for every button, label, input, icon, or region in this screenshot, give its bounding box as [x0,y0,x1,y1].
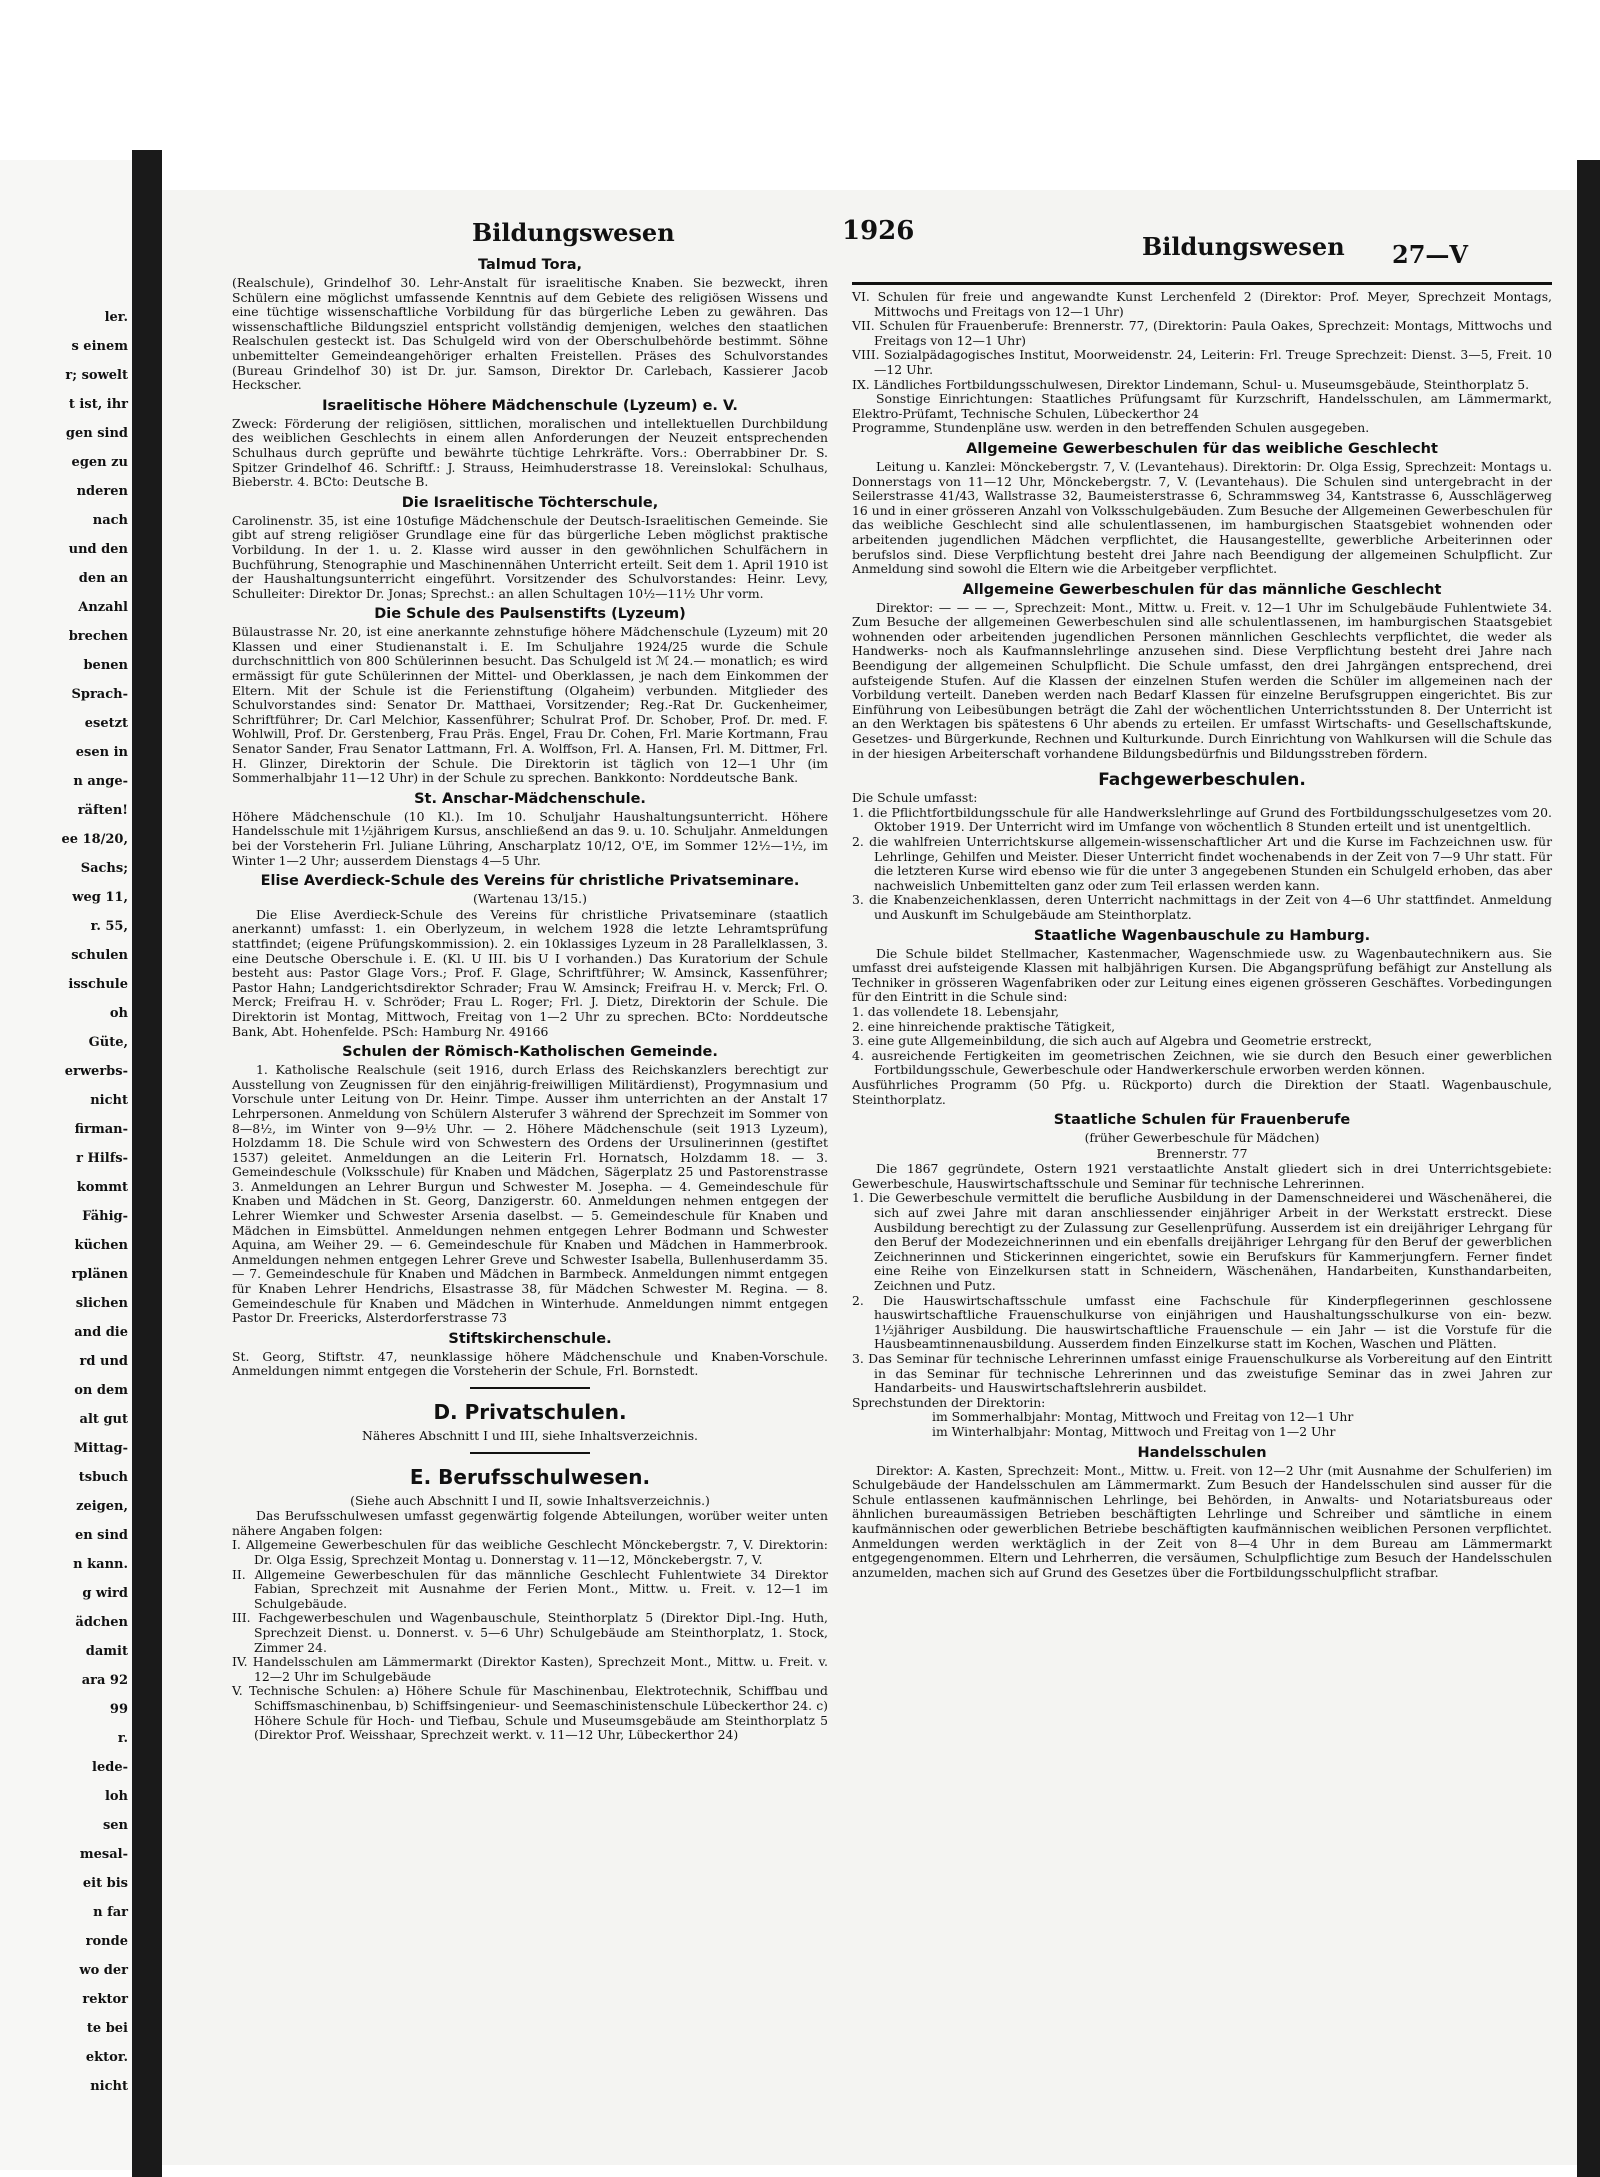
margin-fragment: damit [85,1644,128,1659]
list-item: II. Allgemeine Gewerbeschulen für das männliche Geschlecht Fuhlentwiete 34 Direktor Fabian, Sprechzeit mit Ausnahme der Ferien Mont., Mittw. u. Freit. v. 12—1 im Schulgebäude. [232,1566,828,1611]
chapter-heading: E. Berufsschulwesen. [409,1464,651,1489]
paragraph: Die Schule umfasst: [852,790,978,806]
margin-fragment: te bei [86,2021,128,2036]
section-heading: Stiftskirchenschule. [448,1330,612,1347]
section-heading: St. Anschar-Mädchenschule. [414,790,646,807]
margin-fragment: weg 11, [72,890,128,905]
margin-fragment: isschule [68,977,128,992]
margin-fragment: ara 92 [81,1673,128,1688]
subheading: Näheres Abschnitt I und III, siehe Inhaltsverzeichnis. [361,1428,698,1443]
paragraph: Programme, Stundenpläne usw. werden in den betreffenden Schulen ausgegeben. [852,420,1370,436]
section-heading: Schulen der Römisch-Katholischen Gemeinde. [342,1044,718,1061]
list-item: 2. die wahlfreien Unterrichtskurse allgemein-wissenschaftlicher Art und die Kurse im Fachzeichnen usw. für Lehrlinge, Gehilfen und Meister. Dieser Unterricht findet wochenabends in der Zeit von 7—9 Uhr statt. Für die letzteren Kurse wird ebenso wie für die unter 3 angegebenen Stunden ein Schulgeld erhoben, das aber nachweislich Unbemittelten ganz oder zum Teil erlassen werden kann. [852,834,1552,893]
paragraph: Zweck: Förderung der religiösen, sittlichen, moralischen und intellektuellen Durchbildung des weiblichen Geschlechts in einem allen Anforderungen der Neuzeit entsprechenden Schulhaus durch geprüfte und bewährte tüchtige Lehrkräfte. Vors.: Oberrabbiner Dr. S. Spitzer Grindelhof 46. Schriftf.: J. Strauss, Heimhuderstrasse 18. Vereinslokal: Schulhaus, Bieberstr. 4. BCto: Deutsche B. [232,415,828,490]
page-gutter [132,150,162,2177]
margin-fragment: mesal- [79,1847,128,1862]
section-heading: Handelsschulen [1137,1444,1267,1461]
margin-fragment: ektor. [85,2050,128,2065]
paragraph: im Winterhalbjahr: Montag, Mittwoch und Freitag von 1—2 Uhr [932,1423,1336,1439]
section-heading: Talmud Tora, [477,257,582,273]
margin-fragment: rplänen [71,1267,128,1282]
margin-fragment: n ange- [73,774,128,789]
paragraph: Direktor: A. Kasten, Sprechzeit: Mont., Mittw. u. Freit. von 12—2 Uhr (mit Ausnahme der Schulferien) im Schulgebäude der Handelsschulen am Lämmermarkt. Zum Besuch der Handelsschulen sind ausser für die Schule entlassenen kaufmännischen Lehrlinge, bei Behörden, in Anwalts- und Notariatsbureaus oder ähnlichen bureaumässigen Betrieben beschäftigten Lehrlinge und Schreiber und sämtliche in einem kaufmännischen oder gewerblichen Betriebe beschäftigten kaufmännischen weiblichen Personen verpflichtet. Anmeldungen werden werktäglich in der Zeit von 8—4 Uhr in dem Bureau am Lämmermarkt entgegengenommen. Eltern und Lehrherren, die versäumen, Schulpflichtige zum Besuch der Handelsschulen anzumelden, machen sich auf Grund des Gesetzes über die Fortbildungsschulpflicht strafbar. [852,1462,1552,1580]
paragraph: Sprechstunden der Direktorin: [852,1394,1046,1410]
margin-fragment: Sprach- [71,687,128,702]
margin-fragment: r Hilfs- [76,1151,128,1166]
paragraph: St. Georg, Stiftstr. 47, neunklassige höhere Mädchenschule und Knaben-Vorschule. Anmeldungen nimmt entgegen die Vorsteherin der Schule, Frl. Bornstedt. [232,1348,828,1379]
list-item: 3. Das Seminar für technische Lehrerinnen umfasst einige Frauenschulkurse als Vorbereitung auf den Eintritt in das Seminar für technische Lehrerinnen und das zweistufige Seminar das in zwei Jahren zur Handarbeits- und Hauswirtschaftslehrerin ausbildet. [852,1351,1552,1396]
right-column [852,290,1552,1580]
section-heading: Israelitische Höhere Mädchenschule (Lyzeum) e. V. [322,397,738,414]
paragraph: Die Schule bildet Stellmacher, Kastenmacher, Wagenschmiede usw. zu Wagenbautechnikern aus. Sie umfasst drei aufsteigende Klassen mit halbjährigen Kursen. Die Abgangsprüfung befähigt zur Anstellung als Techniker in grösseren Wagenfabriken oder zur Leitung eines eigenen grösseren Geschäftes. Vorbedingungen für den Eintritt in die Schule sind: [852,945,1552,1005]
paragraph: Sonstige Einrichtungen: Staatliches Prüfungsamt für Kurzschrift, Handelsschulen, am Lämmermarkt, Elektro-Prüfamt, Technische Schulen, Lübeckerthor 24 [852,391,1552,421]
header-right-title: Bildungswesen [1142,232,1345,261]
margin-fragment: brechen [68,629,128,644]
margin-fragment: ädchen [75,1615,128,1630]
list-item: 4. ausreichende Fertigkeiten im geometrischen Zeichnen, wie sie durch den Besuch einer gewerblichen Fortbildungsschule, Gewerbeschule oder Handwerkerschule erworben werden können. [852,1047,1552,1078]
margin-fragment: sen [102,1818,128,1833]
list-item: IX. Ländliches Fortbildungsschulwesen, Direktor Lindemann, Schul- u. Museumsgebäude, Steinthorplatz 5. [852,376,1530,392]
margin-fragment: erwerbs- [64,1064,128,1079]
list-item: I. Allgemeine Gewerbeschulen für das weibliche Geschlecht Mönckebergstr. 7, V. Direktorin: Dr. Olga Essig, Sprechzeit Montag u. Donnerstag v. 11—12, Mönckebergstr. 7, V. [232,1537,828,1567]
section-heading: Staatliche Schulen für Frauenberufe [1053,1112,1351,1129]
section-heading: Die Israelitische Töchterschule, [401,494,659,511]
paragraph: Die 1867 gegründete, Ostern 1921 verstaatlichte Anstalt gliedert sich in drei Unterrichtsgebiete: Gewerbeschule, Hauswirtschaftsschule und Seminar für technische Lehrerinnen. [852,1161,1552,1191]
margin-fragment: n far [93,1905,128,1920]
margin-fragment: und den [68,542,128,557]
margin-fragment: r. 55, [90,919,128,934]
margin-fragment: räften! [77,803,128,818]
section-heading: Allgemeine Gewerbeschulen für das männliche Geschlecht [962,581,1442,598]
paragraph: Höhere Mädchenschule (10 Kl.). Im 10. Schuljahr Haushaltungsunterricht. Höhere Handelsschule mit 1½jährigem Kursus, anschließend an das 9. u. 10. Schuljahr. Anmeldungen bei der Vorsteherin Frl. Juliane Lühring, Anscharplatz 10/12, O'E, im Sommer 12½—1½, im Winter 1—2 Uhr; ausserdem Dienstags 4—5 Uhr. [232,808,828,868]
margin-fragment: on dem [74,1383,128,1398]
margin-fragment: esen in [75,745,128,760]
divider [470,1452,590,1454]
list-item: 3. eine gute Allgemeinbildung, die sich auch auf Algebra und Geometrie erstreckt, [852,1033,1372,1049]
margin-fragment: Sachs; [80,861,128,876]
paragraph: Das Berufsschulwesen umfasst gegenwärtig folgende Abteilungen, worüber weiter unten nähere Angaben folgen: [232,1508,828,1538]
list-item: IV. Handelsschulen am Lämmermarkt (Direktor Kasten), Sprechzeit Mont., Mittw. u. Freit. v. 12—2 Uhr im Schulgebäude [232,1654,828,1684]
margin-fragment: firman- [74,1122,128,1137]
paragraph: Die Elise Averdieck-Schule des Vereins für christliche Privatseminare (staatlich anerkannt) umfasst: 1. ein Oberlyzeum, in welchem 1928 die letzte Lehramtsprüfung stattfindet; (eigene Prüfungskommission). 2. ein 10klassiges Lyzeum in 28 Parallelklassen, 3. eine Deutsche Oberschule i. E. (Kl. U III. bis U I vorhanden.) Das Kuratorium der Schule besteht aus: Pastor Glage Vors.; Prof. F. Glage, Schriftführer; W. Amsinck, Kassenführer; Pastor Hahn; Landgerichtsdirektor Schrader; Frau W. Amsinck; Freifrau H. v. Merck; Frl. O. Merck; Freifrau H. v. Schröder; Frau L. Roger; Frl. J. Dietz, Direktorin der Schule. Die Direktorin ist Montag, Mittwoch, Freitag von 1—2 Uhr zu sprechen. BCto: Norddeutsche Bank, Abt. Hohenfelde. PSch: Hamburg Nr. 49166 [232,906,828,1039]
paragraph: Direktor: — — — —, Sprechzeit: Mont., Mittw. u. Freit. v. 12—1 Uhr im Schulgebäude Fuhlentwiete 34. Zum Besuche der allgemeinen Gewerbeschulen sind alle schulentlassenen, im hamburgischen Staatsgebiet wohnenden oder arbeitenden jugendlichen Personen männlichen Geschlechts verpflichtet, die weder als Handwerks- noch als Kaufmannslehrlinge anzusehen sind. Diese Verpflichtung besteht drei Jahre nach Beendigung der allgemeinen Schulpflicht. Die Schule umfasst, den drei Jahrgängen entsprechend, drei aufsteigende Stufen. Auf die Klassen der einzelnen Stufen werden die Schüler im allgemeinen nach der Vorbildung verteilt. Daneben werden nach Bedarf Klassen für einzelne Berufsgruppen eingerichtet. Bis zur Einführung von Leibesübungen beträgt die Zahl der wöchentlichen Unterrichtsstunden 8. Der Unterricht ist an den Werktagen bis spätestens 6 Uhr abends zu erteilen. Er umfasst Wirtschafts- und Gesellschaftskunde, Gesetzes- und Bürgerkunde, Rechnen und Kulturkunde. Durch Einrichtung von Wahlkursen will die Schule das in der hiesigen Arbeiterschaft vorhandene Bildungsbedürfnis und Bildungsstreben fördern. [852,599,1552,761]
margin-fragment: benen [83,658,128,673]
subheading: (früher Gewerbeschule für Mädchen) [1084,1130,1320,1146]
margin-fragment: eit bis [82,1876,128,1891]
divider [470,1387,590,1389]
margin-fragment: ronde [85,1934,128,1949]
section-heading: Elise Averdieck-Schule des Vereins für christliche Privatseminare. [260,873,800,890]
margin-fragment: kommt [76,1180,128,1195]
list-item: 1. die Pflichtfortbildungsschule für alle Handwerkslehrlinge auf Grund des Fortbildungsschulgesetzes vom 20. Oktober 1919. Der Unterricht wird im Umfange von wöchentlich 8 Stunden erteilt und ist unentgeltlich. [852,804,1552,835]
margin-fragment: nderen [76,484,128,499]
header-year: 1926 [842,216,915,246]
margin-fragment: oh [109,1006,128,1021]
margin-fragment: ee 18/20, [61,832,128,847]
list-item: V. Technische Schulen: a) Höhere Schule für Maschinenbau, Elektrotechnik, Schiffbau und Schiffsmaschinenbau, b) Schiffsingenieur- und Seemaschinistenschule Lübeckerthor 24. c) Höhere Schule für Hoch- und Tiefbau, Schule und Museumsgebäude am Steinthorplatz 5 (Direktor Prof. Weisshaar, Sprechzeit werkt. v. 11—12 Uhr, Lübeckerthor 24) [232,1683,828,1743]
margin-fragment: n kann. [73,1557,128,1572]
paragraph: Carolinenstr. 35, ist eine 10stufige Mädchenschule der Deutsch-Israelitischen Gemeinde. Sie gibt auf streng religiöser Grundlage eine für das bürgerliche Leben möglichst praktische Vorbildung. In der 1. u. 2. Klasse wird ausser in den gewöhnlichen Schulfächern in Buchführung, Stenographie und Maschinennähen Unterricht erteilt. Seit dem 1. April 1910 ist der Haushaltungsunterricht eingeführt. Vorsitzender des Schulvorstandes: Heinr. Levy, Schulleiter: Direktor Dr. Jonas; Sprechst.: an allen Schultagen 10½—11½ Uhr vorm. [232,512,828,601]
list-item: VI. Schulen für freie und angewandte Kunst Lerchenfeld 2 (Direktor: Prof. Meyer, Sprechzeit Montags, Mittwochs und Freitags von 12—1 Uhr) [852,289,1552,319]
margin-fragment: lede- [92,1760,128,1775]
margin-fragment: küchen [74,1238,128,1253]
scan-border-right [1577,160,1600,2177]
left-page-fragment [0,160,132,2170]
margin-fragment: wo der [79,1963,128,1978]
margin-fragment: s einem [71,339,128,354]
list-item: 2. Die Hauswirtschaftsschule umfasst eine Fachschule für Kinderpflegerinnen geschlossene hauswirtschaftliche Frauenschulkurse von einjährigen und Haushaltungsschulkurse von ein- bezw. 1½jähriger Ausbildung. Die hauswirtschaftliche Frauenschule — ein Jahr — ist die Vorstufe für die Hausbeamtinnenausbildung. Ausserdem finden Einzelkurse statt im Kochen, Waschen und Plätten. [852,1292,1552,1352]
margin-fragment: loh [104,1789,128,1804]
margin-fragment: Anzahl [78,600,128,615]
margin-fragment: nach [92,513,128,528]
subheading: (Siehe auch Abschnitt I und II, sowie Inhaltsverzeichnis.) [350,1492,710,1508]
list-item: 3. die Knabenzeichenklassen, deren Unterricht nachmittags in der Zeit von 4—6 Uhr stattfindet. Anmeldung und Auskunft im Schulgebäude am Steinthorplatz. [852,892,1552,922]
margin-fragment: Fähig- [82,1209,128,1224]
list-item: 2. eine hinreichende praktische Tätigkeit, [852,1018,1116,1034]
margin-fragment: esetzt [84,716,128,731]
margin-fragment: t ist, ihr [68,397,128,412]
margin-fragment: and die [74,1325,128,1340]
section-heading: Allgemeine Gewerbeschulen für das weibliche Geschlecht [966,440,1438,457]
margin-fragment: rektor [82,1992,128,2007]
list-item: III. Fachgewerbeschulen und Wagenbauschule, Steinthorplatz 5 (Direktor Dipl.-Ing. Huth, Sprechzeit Dienst. u. Donnerst. v. 5—6 Uhr) Schulgebäude am Steinthorplatz, 1. Stock, Zimmer 24. [232,1610,828,1655]
margin-fragment: nicht [90,2079,128,2094]
margin-fragment: 99 [109,1702,128,1717]
margin-fragment: tsbuch [78,1470,128,1485]
paragraph: Bülaustrasse Nr. 20, ist eine anerkannte zehnstufige höhere Mädchenschule (Lyzeum) mit 20 Klassen und einer Studienanstalt i. E. Im Schuljahre 1924/25 wurde die Schule durchschnittlich von 800 Schülerinnen besucht. Das Schulgeld ist ℳ 24.— monatlich; es wird ermässigt für gute Schülerinnen der Mittel- und Oberklassen, je nach dem Einkommen der Eltern. Mit der Schule ist die Ferienstiftung (Olgaheim) verbunden. Mitglieder des Schulvorstandes sind: Senator Dr. Matthaei, Vorsitzender; Reg.-Rat Dr. Guckenheimer, Schriftführer; Dr. Carl Melchior, Kassenführer; Schulrat Prof. Dr. Schober, Prof. Dr. med. F. Wohlwill, Prof. Dr. Gerstenberg, Frau Präs. Engel, Frau Dr. Cohen, Frl. Marie Kortmann, Frau Senator Sander, Frau Senator Lattmann, Frl. A. Wolffson, Frl. A. Hansen, Frl. M. Dittmer, Frl. H. Glinzer, Direktorin der Schule. Die Direktorin ist täglich von 12—1 Uhr (im Sommerhalbjahr 11—12 Uhr) in der Schule zu sprechen. Bankkonto: Norddeutsche Bank. [232,624,828,786]
paragraph: im Sommerhalbjahr: Montag, Mittwoch und Freitag von 12—1 Uhr [932,1409,1354,1425]
list-item: 1. das vollendete 18. Lebensjahr, [852,1003,1060,1019]
document-page [162,190,1577,2165]
margin-fragment: Güte, [88,1035,128,1050]
margin-fragment: g wird [82,1586,128,1601]
margin-fragment: egen zu [71,455,128,470]
margin-fragment: ler. [104,310,128,325]
list-item: VII. Schulen für Frauenberufe: Brennerstr. 77, (Direktorin: Paula Oakes, Sprechzeit: Montags, Mittwochs und Freitags von 12—1 Uhr) [852,318,1552,348]
paragraph: Leitung u. Kanzlei: Mönckebergstr. 7, V. (Levantehaus). Direktorin: Dr. Olga Essig, Sprechzeit: Montags u. Donnerstags von 11—12 Uhr, Mönckebergstr. 7, V. (Levantehaus). Die Schulen sind untergebracht in der Seilerstrasse 41/43, Wallstrasse 32, Baumeisterstrasse 6, Schrammsweg 34, Kantstrasse 6, Ausschlägerweg 16 und in einer grösseren Anzahl von Volksschulgebäuden. Zum Besuche der Allgemeinen Gewerbeschulen für das weibliche Geschlecht sind alle schulentlassenen, im hamburgischen Staatsgebiet wohnenden oder arbeitenden jugendlichen Mädchen verpflichtet, die Hausangestellte, gewerbliche Arbeiterinnen oder berufslos sind. Diese Verpflichtung besteht drei Jahre nach Beendigung der allgemeinen Schulpflicht. Zur Anmeldung sind sowohl die Eltern wie die Arbeitgeber verpflichtet. [852,458,1552,577]
margin-fragment: slichen [75,1296,128,1311]
left-column [232,252,828,1743]
paragraph: 1. Katholische Realschule (seit 1916, durch Erlass des Reichskanzlers berechtigt zur Ausstellung von Zeugnissen für den einjährig-freiwilligen Militärdienst), Progymnasium und Vorschule unter Leitung von Dr. Heinr. Timpe. Ausser ihm unterrichten an der Anstalt 17 Lehrpersonen. Anmeldung von Schülern Alsterufer 3 während der Sprechzeit im Sommer von 8—8½, im Winter von 9—9½ Uhr. — 2. Höhere Mädchenschule (seit 1913 Lyzeum), Holzdamm 18. Die Schule wird von Schwestern des Ordens der Ursulinerinnen (gestiftet 1537) geleitet. Anmeldungen an die Leiterin Frl. Hornatsch, Holzdamm 18. — 3. Gemeindeschule (Volksschule) für Knaben und Mädchen, Sägerplatz 25 und Pastorenstrasse 3. Anmeldungen an Lehrer Burgun und Schwester M. Josepha. — 4. Gemeindeschule für Knaben und Mädchen in St. Georg, Danzigerstr. 60. Anmeldungen nehmen entgegen der Lehrer Wiemker und Schwester Arsenia daselbst. — 5. Gemeindeschule für Knaben und Mädchen in Eimsbüttel. Anmeldungen nehmen entgegen Lehrer Bodmann und Schwester Aquina, am Weiher 29. — 6. Gemeindeschule für Knaben und Mädchen in Hammerbrook. Anmeldungen nehmen entgegen Lehrer Greve und Schwester Isabella, Bullenhuserdamm 35. — 7. Gemeindeschule für Knaben und Mädchen in Barmbeck. Anmeldungen nimmt entgegen für Knaben Lehrer Hendrichs, Elsastrasse 38, für Mädchen Schwester M. Regina. — 8. Gemeindeschule für Knaben und Mädchen in Winterhude. Anmeldungen nimmt entgegen Pastor Dr. Freericks, Alsterdorferstrasse 73 [232,1062,828,1326]
section-heading: Die Schule des Paulsenstifts (Lyzeum) [374,606,686,623]
margin-fragment: den an [78,571,128,586]
page-number: 27—V [1392,240,1469,269]
margin-fragment: zeigen, [76,1499,128,1514]
header-left-title: Bildungswesen [472,218,675,247]
paragraph: Ausführliches Programm (50 Pfg. u. Rückporto) durch die Direktion der Staatl. Wagenbauschule, Steinthorplatz. [852,1076,1552,1107]
margin-fragment: r. [117,1731,128,1746]
margin-fragment: rd und [79,1354,128,1369]
header-rule [852,282,1552,285]
margin-fragment: r; sowelt [65,368,128,383]
list-item: VIII. Sozialpädagogisches Institut, Moorweidenstr. 24, Leiterin: Frl. Treuge Sprechzeit: Dienst. 3—5, Freit. 10—12 Uhr. [852,347,1552,377]
chapter-heading: D. Privatschulen. [433,1400,627,1424]
section-heading: Staatliche Wagenbauschule zu Hamburg. [1033,927,1371,944]
margin-fragment: en sind [74,1528,128,1543]
paragraph: (Realschule), Grindelhof 30. Lehr-Anstalt für israelitische Knaben. Sie bezweckt, ihren Schülern eine möglichst umfassende Kenntnis auf dem Gebiete des religiösen Wissens und eine tüchtige wissenschaftliche Vorbildung für das bürgerliche Leben zu gewähren. Das wissenschaftliche Bildungsziel entspricht vollständig demjenigen, welches den staatlichen Realschulen gesteckt ist. Das Schulgeld wird von der Oberschulbehörde bestimmt. Söhne unbemittelter Gemeindeangehöriger erhalten Freistellen. Präses des Schulvorstandes (Bureau Grindelhof 30) ist Dr. jur. Samson, Direktor Dr. Carlebach, Kassierer Jacob Heckscher. [232,275,828,393]
section-heading: Fachgewerbeschulen. [1098,770,1306,791]
subheading: (Wartenau 13/15.) [473,891,587,907]
margin-fragment: schulen [71,948,128,963]
margin-fragment: alt gut [79,1412,128,1427]
margin-fragment: nicht [90,1093,128,1108]
list-item: 1. Die Gewerbeschule vermittelt die berufliche Ausbildung in der Damenschneiderei und Wäschenäherei, die sich auf zwei Jahre mit daran anschliessender einjähriger Arbeit in der Werkstatt erstreckt. Diese Ausbildung berechtigt zu der Zulassung zur Gesellenprüfung. Ausserdem ist ein dreijähriger Lehrgang für den Beruf der Modezeichnerinnen und ein ebenfalls dreijähriger Lehrgang für den Beruf der gewerblichen Zeichnerinnen und Stickerinnen eingerichtet, sowie ein Berufskurs für Kammerjungfern. Ferner findet eine Reihe von Einzelkursen statt in Schneidern, Wäschenähen, Handarbeiten, Kunsthandarbeiten, Zeichnen und Putz. [852,1190,1552,1294]
subheading: Brennerstr. 77 [1156,1145,1248,1161]
margin-fragment: Mittag- [73,1441,128,1456]
margin-fragment: gen sind [65,426,128,441]
